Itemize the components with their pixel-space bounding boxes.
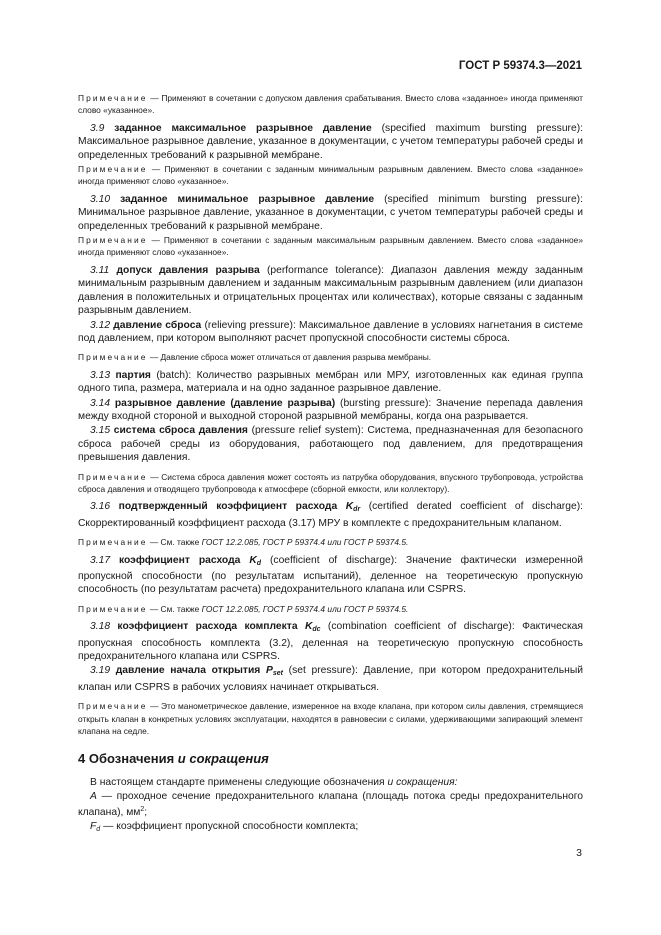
note-reference: ГОСТ 12.2.085, ГОСТ Р 59374.4 bbox=[201, 603, 326, 614]
note-reference: ГОСТ 12.2.085, ГОСТ Р 59374.4 bbox=[201, 537, 326, 548]
section-title-italic: и сокращения bbox=[177, 751, 269, 767]
term-3-16 bbox=[78, 500, 583, 530]
symbol: F bbox=[90, 820, 97, 832]
term-symbol: K bbox=[345, 501, 354, 513]
term-definition: (relieving pressure): Максимальное давление в условиях нагнетания в системе под давлением, при котором выполняют расчет пропускной способности системы сброса. bbox=[78, 319, 583, 344]
note-1 bbox=[78, 92, 583, 117]
term-number: 3.11 bbox=[90, 264, 110, 276]
term-3-13 bbox=[78, 369, 583, 396]
term-symbol: P bbox=[266, 665, 273, 677]
symbol: A bbox=[90, 790, 97, 802]
term-number: 3.18 bbox=[90, 621, 111, 633]
term-name: коэффициент расхода bbox=[119, 554, 250, 566]
term-name: партия bbox=[115, 369, 151, 381]
term-name: подтвержденный коэффициент расхода bbox=[118, 501, 346, 513]
term-number: 3.13 bbox=[90, 369, 111, 381]
section-4-intro bbox=[78, 776, 583, 789]
document-code-header: ГОСТ Р 59374.3—2021 bbox=[458, 60, 582, 72]
term-number: 3.14 bbox=[90, 397, 111, 409]
term-symbol-subscript: set bbox=[272, 670, 283, 678]
symbol-text: — проходное сечение предохранительного клапана (площадь потока среды предохранительного клапана), мм bbox=[78, 790, 583, 819]
note-label: Примечание bbox=[78, 164, 148, 175]
term-3-11 bbox=[78, 264, 583, 318]
note-label: Примечание bbox=[78, 352, 148, 363]
symbol-a-definition bbox=[78, 790, 583, 820]
term-number: 3.17 bbox=[90, 554, 111, 566]
term-3-18 bbox=[78, 620, 583, 663]
symbol-text-end: ; bbox=[144, 807, 148, 819]
note-label: Примечание bbox=[78, 701, 148, 712]
note-text: или bbox=[325, 537, 344, 548]
term-3-12 bbox=[78, 319, 583, 346]
term-definition: (bursting pressure): Значение перепада давления между входной стороной и выходной стороной разрывной мембраны, когда она разрывается. bbox=[78, 397, 583, 422]
term-name: заданное максимальное разрывное давление bbox=[114, 122, 372, 134]
note-3 bbox=[78, 234, 583, 259]
note-label: Примечание bbox=[78, 471, 148, 482]
term-symbol: K bbox=[249, 554, 257, 566]
term-3-19 bbox=[78, 664, 583, 694]
term-symbol-subscript: dr bbox=[353, 506, 361, 514]
term-name: коэффициент расхода комплекта bbox=[117, 621, 305, 633]
note-7 bbox=[78, 603, 583, 615]
term-definition: (certified derated coefficient of discharge): Скорректированный коэффициент расхода (3.17) МРУ в комплекте с предохранительным клапаном. bbox=[78, 501, 583, 529]
term-name: система сброса давления bbox=[113, 425, 248, 437]
note-text: — См. также bbox=[149, 603, 202, 614]
note-6 bbox=[78, 536, 583, 548]
term-symbol-subscript: dc bbox=[312, 626, 321, 634]
note-8 bbox=[78, 700, 583, 737]
term-definition: (specified maximum bursting pressure): Максимальное разрывное давление, указанное в документации, с учетом температуры рабочей среды и определенных требований к разрывной мембране. bbox=[78, 122, 583, 161]
term-number: 3.16 bbox=[90, 501, 111, 513]
term-definition: (coefficient of discharge): Значение фактически измеренной пропускной способности (по результатам испытаний), деленное на теоретическую пропускную способность (по результатам расчета) предохранительного клапана или CSPRS. bbox=[78, 554, 583, 596]
note-text: — Система сброса давления может состоять из патрубка оборудования, впускного трубопровода, устройства сброса давления и отводящего трубопровода к атмосфере (сборной емкости, или коллектору). bbox=[78, 471, 584, 494]
section-title-main: 4 Обозначения bbox=[78, 751, 178, 767]
note-reference: ГОСТ Р 59374.5. bbox=[343, 603, 409, 614]
note-label: Примечание bbox=[78, 537, 148, 548]
note-text: — Применяют в сочетании с заданным минимальным разрывным давлением. Вместо слова «заданное» иногда применяют слово «указанное». bbox=[78, 164, 584, 187]
term-3-17 bbox=[78, 554, 583, 597]
term-symbol-subscript: d bbox=[256, 559, 262, 567]
section-4-heading bbox=[78, 751, 583, 766]
note-label: Примечание bbox=[78, 235, 148, 246]
term-definition: (combination coefficient of discharge): Фактическая пропускная способность комплекта (3.2), деленная на теоретическую пропускную способность предохранительного клапана или CSPRS. bbox=[78, 621, 583, 663]
symbol-fd-definition bbox=[78, 820, 583, 836]
note-reference: ГОСТ Р 59374.5. bbox=[343, 537, 409, 548]
note-4 bbox=[78, 351, 583, 363]
note-label: Примечание bbox=[78, 93, 148, 103]
term-3-10 bbox=[78, 193, 583, 233]
term-definition: (specified minimum bursting pressure): Минимальное разрывное давление, указанное в документации, с учетом температуры рабочей среды и определенных требований к разрывной мембране. bbox=[78, 193, 583, 232]
term-name: давление сброса bbox=[113, 319, 202, 331]
term-name: допуск давления разрыва bbox=[116, 264, 260, 276]
term-number: 3.9 bbox=[90, 122, 105, 134]
symbol-subscript: d bbox=[96, 825, 101, 833]
note-2 bbox=[78, 163, 583, 188]
symbol-text: — коэффициент пропускной способности комплекта; bbox=[100, 820, 359, 832]
term-number: 3.10 bbox=[90, 193, 111, 205]
note-5 bbox=[78, 471, 583, 496]
page-content bbox=[78, 92, 583, 836]
term-definition: (set pressure): Давление, при котором предохранительный клапан или CSPRS в рабочих условиях начинает открываться. bbox=[78, 665, 583, 693]
term-name: разрывное давление (давление разрыва) bbox=[114, 397, 336, 409]
note-text: или bbox=[325, 603, 344, 614]
superscript: 2 bbox=[140, 806, 145, 814]
term-3-14 bbox=[78, 397, 583, 424]
term-definition: (pressure relief system): Система, предназначенная для безопасного сброса рабочей среды из оборудования, работающего под давлением, для предотвращения превышения давления. bbox=[78, 425, 583, 464]
note-text: — Давление сброса может отличаться от давления разрыва мембраны. bbox=[149, 352, 432, 363]
term-name: давление начала открытия bbox=[115, 665, 266, 677]
term-definition: (performance tolerance): Диапазон давления между заданным минимальным разрывным давлением и заданным максимальным разрывным давлением (или диапазон давления в положительных и отрицательных процентах или количествах), которые связаны с заданным разрывным давлением. bbox=[78, 264, 583, 317]
intro-italic: и сокращения: bbox=[387, 777, 458, 789]
note-text: — См. также bbox=[149, 537, 202, 548]
note-text: — Применяют в сочетании с заданным максимальным разрывным давлением. Вместо слова «заданное» иногда применяют слово «указанное». bbox=[78, 235, 584, 258]
note-label: Примечание bbox=[78, 603, 148, 614]
page-number: 3 bbox=[576, 847, 582, 859]
note-text: — Это манометрическое давление, измеренное на входе клапана, при котором силы давления, стремящиеся открыть клапан в конкретных условиях эксплуатации, находятся в равновесии с силами, удерживающими запирающий элемент клапана на седле. bbox=[78, 701, 584, 737]
term-number: 3.12 bbox=[90, 319, 111, 331]
term-name: заданное минимальное разрывное давление bbox=[120, 193, 375, 205]
term-number: 3.19 bbox=[90, 665, 111, 677]
note-text: — Применяют в сочетании с допуском давления срабатывания. Вместо слова «заданное» иногда применяют слово «указанное». bbox=[78, 93, 583, 116]
term-3-15 bbox=[78, 424, 583, 464]
term-definition: (batch): Количество разрывных мембран или МРУ, изготовленных как единая группа одного типа, размера, материала и на одно заданное разрывное давление. bbox=[78, 369, 583, 395]
term-3-9 bbox=[78, 122, 583, 162]
intro-text: В настоящем стандарте применены следующие обозначения bbox=[90, 777, 388, 789]
term-symbol: K bbox=[304, 621, 313, 633]
term-number: 3.15 bbox=[90, 425, 111, 437]
